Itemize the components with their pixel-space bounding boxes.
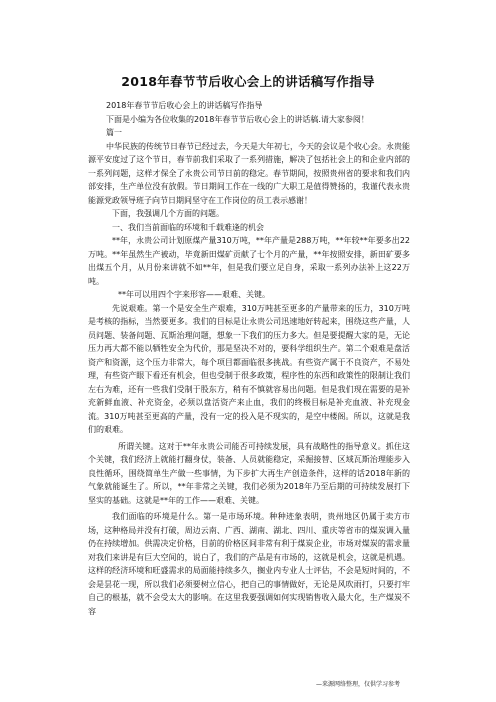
paragraph: **年，永贵公司计划原煤产量310万吨，**年产量是288万吨，**年较**年要多出22万吨。**年虽然生产被动，毕竟新田煤矿贡献了七个月的产量，**年按照安排，新田矿要多出煤五个月，从月份来讲就不如**年，但是我们要立足自身，采取一系列办法补上这22万吨。 [88,236,410,286]
paragraph: 所谓关键。这对于**年永贵公司能否可持续发展，具有战略性的指导意义。抓住这个关键，我们经济上就能打翻身仗，装备、人员就能稳定，采掘接替、区域瓦斯治理能步入良性循环，围绕简单生产做一些事情，为下步扩大再生产创造条件，这样的话2018年新的气象就能诞生了。所以，**年非常之关键，我们必须为2018年乃至后期的可持续发展打下坚实的基础。这就是**年的工作——艰难、关键。 [88,441,410,505]
paragraph-intro: 下面是小编为各位收集的2018年春节节后收心会上的讲话稿.请大家参阅！ [106,114,369,124]
document-body [88,99,410,618]
paragraph-section-label: 篇一 [106,128,122,137]
paragraph-heading: 一、我们当前面临的环境和千载难逢的机会 [112,222,264,232]
paragraph-subtitle: 2018年春节节后收心会上的讲话稿写作指导 [106,101,263,110]
document-title: 2018年春节节后收心会上的讲话稿写作指导 [121,74,375,89]
paragraph: 中华民族的传统节日春节已经过去，今天是大年初七，今天的会议是个收心会。永贵能源平安度过了这个节日，春节前我们采取了一系列措施，解决了包括社会上的和企业内部的一系列问题，这样才保全了永贵公司节日前的稳定。春节期间，按照贵州省的要求和我们内部安排，生产单位没有放假。节日期间工作在一线的广大职工是值得赞扬的，我谨代表永贵能源党政领导班子向节日期间坚守在工作岗位的员工表示感谢！ [88,141,410,205]
paragraph: 我们面临的环境是什么。第一是市场环境。种种迹象表明，贵州地区仍属于卖方市场，这种格局并没有打破，周边云南、广西、湖南、湖北、四川、重庆等省市的煤炭调入量仍在持续增加。供需决定价格，目前的价格区间非常有利于煤炭企业，市场对煤炭的需求量对我们来讲是有巨大空间的，说白了，我们的产品是有市场的，这就是机会，这就是机遇。这样的经济环境和旺盛需求的局面能持续多久，搁业内专业人士评估，不会是短时间的，不会是昙花一现，所以我们必须要树立信心，把自己的事情做好，无论是风吹雨打，只要打牢自己的根基，就不会受太大的影响。在这里我要强调如何实现销售收入最大化，生产煤炭不容 [88,512,410,616]
paragraph: 下面，我强调几个方面的问题。 [112,209,224,218]
page-footer: —来源网络整理，仅供学习参考 [315,681,400,688]
paragraph: 先说艰难。第一个是安全生产艰难，310万吨甚至更多的产量带来的压力，310万吨是考核的指标，当然要更多。我们的目标是让永贵公司迅速地好转起来，围绕这些产量，人员问题、装备问题、瓦斯治理问题，想象一下我们的压力多大。但是要提醒大家的是，无论压力再大都不能以牺牲安全为代价，那是坚决不对的，要科学组织生产。第二个艰难是盘活资产和资源，这个压力非常大，每个项目都面临很多挑战。有些资产属于不良资产，不易处理，有些资产眼下看还有机会，但也受制于很多政策，程序性的东西和政策性的限制让我们左右为难，还有一些我们受制于股东方，稍有不慎就容易出问题。但是我们现在需要的是补充新鲜血液、补充资金，必须以盘活资产来止血，我们的终极目标是补充血液、补充现金流。310万吨甚至更高的产量，没有一定的投入是不现实的，是空中楼阁。所以，这就是我们的艰难。 [88,303,410,434]
paragraph: **年可以用四个字来形容——艰难、关键。 [118,290,270,299]
